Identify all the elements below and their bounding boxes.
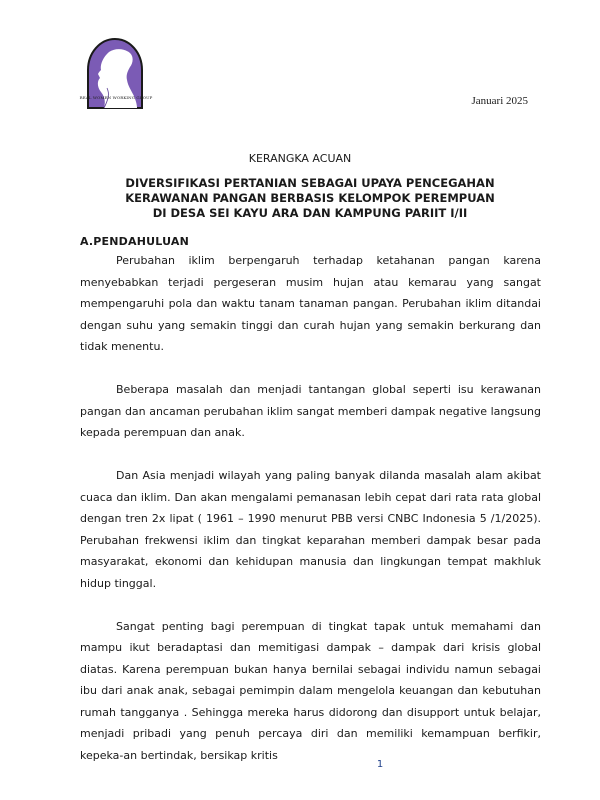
title-line-1: DIVERSIFIKASI PERTANIAN SEBAGAI UPAYA PENCEGAHAN [125,176,495,190]
document-body [80,250,541,788]
title-line-2: KERAWANAN PANGAN BERBASIS KELOMPOK PEREMPUAN [125,191,495,205]
paragraph-1: Perubahan iklim berpengaruh terhadap ketahanan pangan karena menyebabkan terjadi pergeseran musim hujan atau kemarau yang sangat mempengaruhi pola dan waktu tanam tanaman pangan. Perubahan iklim ditandai dengan suhu yang semakin tinggi dan curah hujan yang semakin berkurang dan tidak menentu. [80,254,541,353]
document-title [0,176,600,221]
title-line-3: DI DESA SEI KAYU ARA DAN KAMPUNG PARIIT I/II [152,206,468,220]
document-type-heading: KERANGKA ACUAN [248,152,352,165]
logo-caption: REAL WOMEN WORKING GROUP [79,95,153,100]
paragraph-4: Sangat penting bagi perempuan di tingkat tapak untuk memahami dan mampu ikut beradaptasi dan memitigasi dampak – dampak dari krisis global diatas. Karena perempuan bukan hanya bernilai sebagai individu namun sebagai ibu dari anak anak, sebagai pemimpin dalam mengelola keuangan dan kebutuhan rumah tangganya . Sehingga mereka harus didorong dan disupport untuk belajar, menjadi pribadi yang penuh percaya diri dan memiliki kemampuan berfikir, kepeka-an bertindak, bersikap kritis [80,619,541,762]
document-date: Januari 2025 [471,95,528,107]
paragraph-3: Dan Asia menjadi wilayah yang paling banyak dilanda masalah alam akibat cuaca dan iklim. Dan akan mengalami pemanasan lebih cepat dari rata rata global dengan tren 2x lipat ( 1961 – 1990 menurut PBB versi CNBC Indonesia 5 /1/2025). Perubahan frekwensi iklim dan tingkat keparahan memberi dampak besar pada masyarakat, ekonomi dan kehidupan manusia dan lingkungan tempat makhluk hidup tinggal. [80,469,541,590]
organization-logo [82,36,148,112]
section-heading: A.PENDAHULUAN [80,235,189,248]
page-number: 1 [376,759,384,770]
paragraph-2: Beberapa masalah dan menjadi tantangan global seperti isu kerawanan pangan dan ancaman perubahan iklim sangat memberi dampak negative langsung kepada perempuan dan anak. [80,383,541,439]
